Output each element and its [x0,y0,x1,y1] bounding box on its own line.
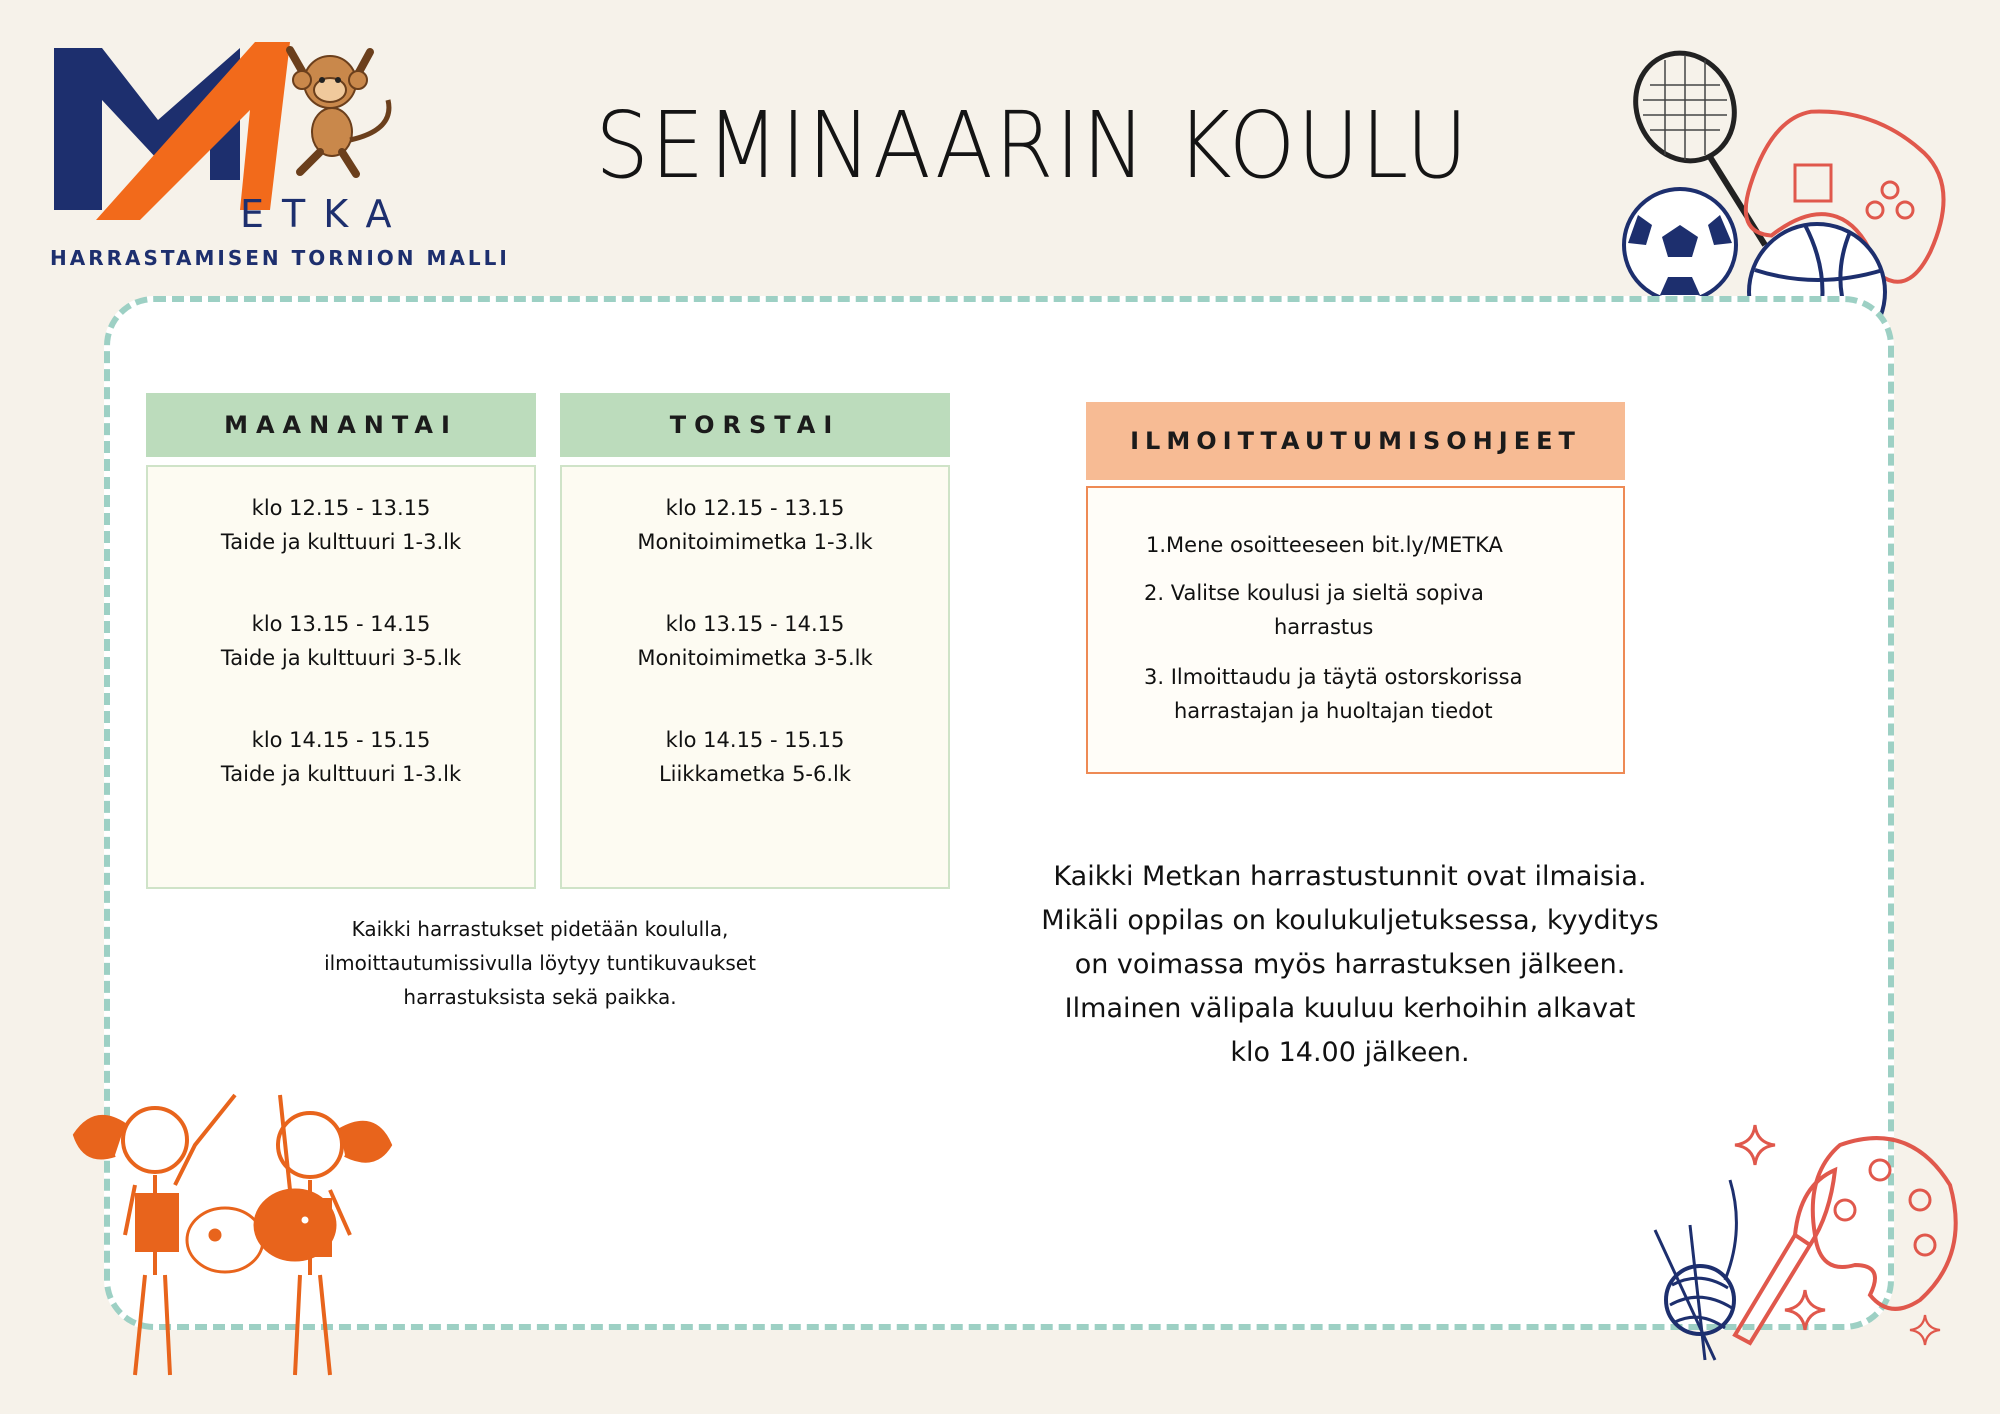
slot-activity: Taide ja kulttuuri 3-5.lk [220,646,462,670]
slot-time: klo 13.15 - 14.15 [665,612,845,636]
slot-time: klo 14.15 - 15.15 [665,728,845,752]
slot-time: klo 13.15 - 14.15 [251,612,431,636]
instructions-header: ILMOITTAUTUMISOHJEET [1086,402,1625,480]
slot-activity: Monitoimimetka 3-5.lk [637,646,873,670]
info-line: Mikäli oppilas on koulukuljetuksessa, kyyditys [1041,905,1659,936]
slot-time: klo 12.15 - 13.15 [665,496,845,520]
info-line: Kaikki Metkan harrastustunnit ovat ilmaisia. [1053,861,1647,892]
instruction-step-3: 3. Ilmoittaudu ja täytä ostorskorissa [1144,665,1523,689]
info-line: on voimassa myös harrastuksen jälkeen. [1074,949,1626,980]
logo-tagline: HARRASTAMISEN TORNION MALLI [50,246,510,270]
monday-schedule [146,465,536,889]
slot-activity: Monitoimimetka 1-3.lk [637,530,873,554]
note-line: Kaikki harrastukset pidetään koululla, [351,917,729,941]
monkey-icon [270,40,400,180]
thursday-header: TORSTAI [560,393,950,457]
soccer-ball-icon [1620,185,1740,305]
sparkle-icon [1785,1290,1825,1330]
sparkle-icon [1735,1125,1775,1165]
instruction-step-2: 2. Valitse koulusi ja sieltä sopiva [1144,581,1484,605]
instruction-step-3-cont: harrastajan ja huoltajan tiedot [1174,699,1493,723]
info-line: klo 14.00 jälkeen. [1230,1037,1470,1068]
note-line: ilmoittautumissivulla löytyy tuntikuvaukset [324,951,756,975]
instruction-step-1: 1.Mene osoitteeseen bit.ly/METKA [1146,533,1503,557]
sparkle-icon [1910,1315,1940,1345]
instructions-box [1086,486,1625,774]
slot-activity: Taide ja kulttuuri 1-3.lk [220,762,462,786]
schedule-note [200,912,880,1014]
thursday-schedule [560,465,950,889]
knitting-yarn-icon [1650,1170,1760,1370]
monday-header: MAANANTAI [146,393,536,457]
note-line: harrastuksista sekä paikka. [403,985,677,1009]
instruction-step-2-cont: harrastus [1274,615,1374,639]
slot-activity: Liikkametka 5-6.lk [658,762,852,786]
info-note [990,855,1710,1075]
slot-activity: Taide ja kulttuuri 1-3.lk [220,530,462,554]
logo-letters: ETKA [240,192,410,236]
slot-time: klo 12.15 - 13.15 [251,496,431,520]
info-line: Ilmainen välipala kuuluu kerhoihin alkavat [1064,993,1636,1024]
page-title: SEMINAARIN KOULU [595,92,1470,199]
kids-hobby-horse-illustration [55,1085,435,1385]
slot-time: klo 14.15 - 15.15 [251,728,431,752]
